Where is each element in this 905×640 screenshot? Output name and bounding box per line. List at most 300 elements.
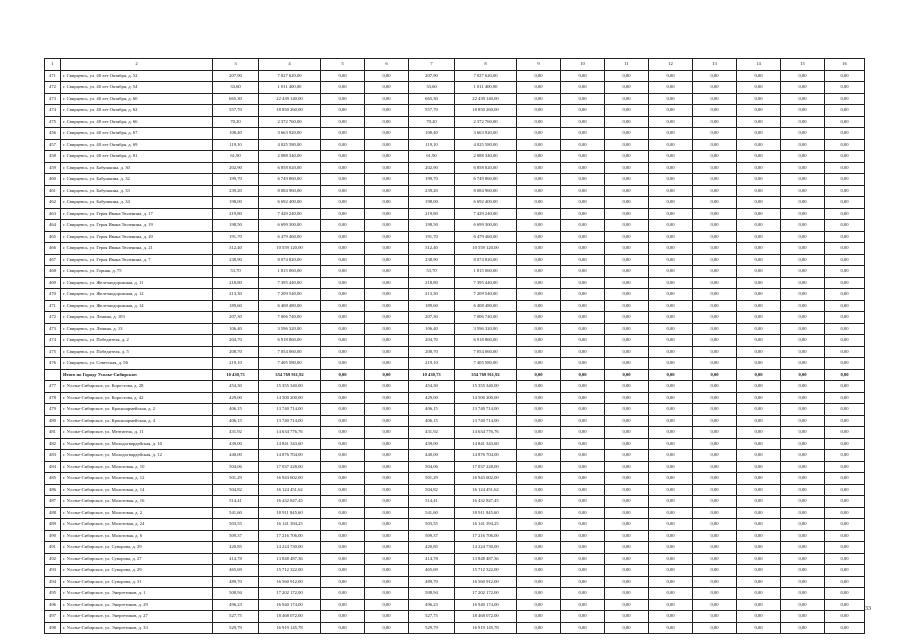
value-cell: 16 943 602,00 xyxy=(259,473,321,485)
value-cell: 0,00 xyxy=(605,82,649,94)
value-cell: 0,00 xyxy=(321,358,365,370)
row-number: 478 xyxy=(45,392,61,404)
value-cell: 0,00 xyxy=(365,611,409,623)
value-cell: 0,00 xyxy=(517,335,561,347)
value-cell: 496,23 xyxy=(409,599,455,611)
header-cell: 3 xyxy=(213,59,259,71)
value-cell: 0,00 xyxy=(781,496,825,508)
value-cell: 0,00 xyxy=(649,530,693,542)
value-cell: 0,00 xyxy=(649,105,693,117)
value-cell: 501,29 xyxy=(409,473,455,485)
table-row xyxy=(45,599,865,611)
value-cell: 0,00 xyxy=(781,243,825,255)
value-cell: 0,00 xyxy=(737,197,781,209)
value-cell: 0,00 xyxy=(605,461,649,473)
value-cell: 0,00 xyxy=(321,70,365,82)
value-cell: 14 841 343,60 xyxy=(259,438,321,450)
value-cell: 213,30 xyxy=(213,289,259,301)
value-cell: 431,92 xyxy=(213,427,259,439)
table-row xyxy=(45,427,865,439)
value-cell: 22 439 140,00 xyxy=(455,93,517,105)
value-cell: 0,00 xyxy=(781,174,825,186)
value-cell: 0,00 xyxy=(321,346,365,358)
value-cell: 0,00 xyxy=(561,496,605,508)
address-cell: г. Свирцевсь, ул. Ленина, д. 13 xyxy=(61,323,213,335)
row-number: 471 xyxy=(45,70,61,82)
value-cell: 6 749 860,00 xyxy=(259,174,321,186)
value-cell: 0,00 xyxy=(649,358,693,370)
value-cell: 0,00 xyxy=(561,220,605,232)
value-cell: 239,20 xyxy=(213,185,259,197)
value-cell: 504,82 xyxy=(213,484,259,496)
value-cell: 0,00 xyxy=(517,450,561,462)
value-cell: 0,00 xyxy=(321,519,365,531)
value-cell: 0,00 xyxy=(781,105,825,117)
value-cell: 14 500 200,00 xyxy=(259,392,321,404)
value-cell: 18 850 260,00 xyxy=(259,105,321,117)
value-cell: 0,00 xyxy=(693,450,737,462)
value-cell: 7 006 740,00 xyxy=(455,312,517,324)
value-cell: 3 663 920,00 xyxy=(259,128,321,140)
value-cell: 0,00 xyxy=(605,335,649,347)
value-cell: 0,00 xyxy=(781,116,825,128)
value-cell: 0,00 xyxy=(781,70,825,82)
row-number: 496 xyxy=(45,599,61,611)
value-cell: 0,00 xyxy=(737,116,781,128)
value-cell: 0,00 xyxy=(561,243,605,255)
table-row xyxy=(45,588,865,600)
header-row xyxy=(45,59,865,71)
table-row xyxy=(45,404,865,416)
value-cell: 108,40 xyxy=(409,128,455,140)
value-cell: 18 468 072,00 xyxy=(259,611,321,623)
value-cell: 202,90 xyxy=(409,162,455,174)
value-cell: 207,30 xyxy=(409,312,455,324)
value-cell: 204,70 xyxy=(409,335,455,347)
row-number: 460 xyxy=(45,174,61,186)
value-cell: 0,00 xyxy=(649,392,693,404)
table-row xyxy=(45,565,865,577)
row-number: 473 xyxy=(45,93,61,105)
value-cell: 0,00 xyxy=(365,93,409,105)
value-cell: 0,00 xyxy=(561,346,605,358)
value-cell: 0,00 xyxy=(781,323,825,335)
value-cell: 0,00 xyxy=(517,427,561,439)
value-cell: 3 596 320,00 xyxy=(455,323,517,335)
value-cell: 0,00 xyxy=(605,588,649,600)
value-cell: 0,00 xyxy=(737,507,781,519)
value-cell: 557,70 xyxy=(409,105,455,117)
value-cell: 0,00 xyxy=(825,519,865,531)
table-row xyxy=(45,519,865,531)
value-cell: 541,60 xyxy=(409,507,455,519)
table-row xyxy=(45,70,865,82)
value-cell: 106,40 xyxy=(213,323,259,335)
value-cell: 0,00 xyxy=(649,174,693,186)
value-cell: 13 740 714,00 xyxy=(259,415,321,427)
value-cell: 0,00 xyxy=(321,507,365,519)
value-cell: 0,00 xyxy=(649,93,693,105)
value-cell: 0,00 xyxy=(781,622,825,634)
value-cell: 0,00 xyxy=(365,507,409,519)
value-cell: 198,00 xyxy=(409,197,455,209)
value-cell: 0,00 xyxy=(365,70,409,82)
value-cell: 0,00 xyxy=(321,289,365,301)
value-cell: 0,00 xyxy=(365,162,409,174)
value-cell: 0,00 xyxy=(321,611,365,623)
address-cell: г. Усолье-Сибирское, ул. Красноармейская, д. 4 xyxy=(61,415,213,427)
table-row xyxy=(45,622,865,634)
value-cell: 0,00 xyxy=(693,427,737,439)
value-cell: 0,00 xyxy=(693,565,737,577)
address-cell: г. Усолье-Сибирское, ул. Молотовая, д. 2 xyxy=(61,507,213,519)
row-number: 483 xyxy=(45,450,61,462)
value-cell: 0,00 xyxy=(561,450,605,462)
value-cell: 0,00 xyxy=(321,82,365,94)
value-cell: 0,00 xyxy=(737,404,781,416)
value-cell: 0,00 xyxy=(737,105,781,117)
value-cell: 16 560 912,00 xyxy=(455,576,517,588)
value-cell: 53,70 xyxy=(213,266,259,278)
value-cell: 0,00 xyxy=(649,484,693,496)
value-cell: 0,00 xyxy=(737,369,781,381)
address-cell: г. Усолье-Сибирское, ул. Энергетиков, д. 33 xyxy=(61,622,213,634)
value-cell: 0,00 xyxy=(365,438,409,450)
table-row xyxy=(45,266,865,278)
address-cell: г. Усолье-Сибирское, ул. Энергетиков, д. 27 xyxy=(61,611,213,623)
row-number: 462 xyxy=(45,197,61,209)
value-cell: 0,00 xyxy=(605,139,649,151)
value-cell: 0,00 xyxy=(605,243,649,255)
value-cell: 14 841 343,60 xyxy=(455,438,517,450)
value-cell: 0,00 xyxy=(365,381,409,393)
value-cell: 17 216 706,00 xyxy=(455,530,517,542)
value-cell: 0,00 xyxy=(605,105,649,117)
value-cell: 0,00 xyxy=(737,473,781,485)
value-cell: 14 634 776,76 xyxy=(455,427,517,439)
value-cell: 0,00 xyxy=(365,450,409,462)
value-cell: 0,00 xyxy=(825,450,865,462)
value-cell: 0,00 xyxy=(825,346,865,358)
header-cell: 9 xyxy=(517,59,561,71)
value-cell: 0,00 xyxy=(825,93,865,105)
address-cell: г. Усолье-Сибирское, ул. Молодогвардейская, д. 10 xyxy=(61,438,213,450)
value-cell: 0,00 xyxy=(561,473,605,485)
value-cell: 0,00 xyxy=(825,323,865,335)
value-cell: 0,00 xyxy=(781,542,825,554)
value-cell: 0,00 xyxy=(737,266,781,278)
value-cell: 0,00 xyxy=(517,622,561,634)
value-cell: 0,00 xyxy=(781,438,825,450)
value-cell: 0,00 xyxy=(365,369,409,381)
value-cell: 0,00 xyxy=(693,519,737,531)
table-row xyxy=(45,450,865,462)
row-number: 457 xyxy=(45,139,61,151)
value-cell: 0,00 xyxy=(561,381,605,393)
value-cell: 0,00 xyxy=(605,70,649,82)
value-cell: 0,00 xyxy=(517,599,561,611)
value-cell: 0,00 xyxy=(365,116,409,128)
value-cell: 0,00 xyxy=(693,484,737,496)
value-cell: 0,00 xyxy=(781,369,825,381)
address-cell: г. Свирцевсь, ул. Героя Ивана Тюленина, д. 17 xyxy=(61,208,213,220)
address-cell: г. Свирцевсь, ул. Ленина, д. 103 xyxy=(61,312,213,324)
value-cell: 0,00 xyxy=(649,415,693,427)
value-cell: 420,85 xyxy=(213,542,259,554)
value-cell: 0,00 xyxy=(737,220,781,232)
value-cell: 0,00 xyxy=(605,300,649,312)
value-cell: 0,00 xyxy=(649,438,693,450)
value-cell: 0,00 xyxy=(321,484,365,496)
value-cell: 219,10 xyxy=(409,358,455,370)
value-cell: 0,00 xyxy=(693,277,737,289)
row-number: 482 xyxy=(45,438,61,450)
value-cell: 529,79 xyxy=(409,622,455,634)
value-cell: 0,00 xyxy=(825,277,865,289)
value-cell: 0,00 xyxy=(737,519,781,531)
value-cell: 0,00 xyxy=(825,599,865,611)
value-cell: 0,00 xyxy=(561,392,605,404)
value-cell: 0,00 xyxy=(693,404,737,416)
value-cell: 238,90 xyxy=(213,254,259,266)
value-cell: 0,00 xyxy=(649,243,693,255)
value-cell: 0,00 xyxy=(561,404,605,416)
value-cell: 0,00 xyxy=(649,197,693,209)
value-cell: 13 740 714,00 xyxy=(455,415,517,427)
row-number: 475 xyxy=(45,116,61,128)
value-cell: 0,00 xyxy=(781,565,825,577)
value-cell: 503,55 xyxy=(213,519,259,531)
value-cell: 0,00 xyxy=(365,542,409,554)
value-cell: 0,00 xyxy=(825,438,865,450)
value-cell: 6 699 300,00 xyxy=(259,220,321,232)
value-cell: 0,00 xyxy=(693,208,737,220)
value-cell: 2 088 340,00 xyxy=(259,151,321,163)
value-cell: 0,00 xyxy=(825,128,865,140)
value-cell: 0,00 xyxy=(517,300,561,312)
value-cell: 0,00 xyxy=(693,496,737,508)
value-cell: 8 074 820,00 xyxy=(259,254,321,266)
value-cell: 0,00 xyxy=(737,611,781,623)
value-cell: 0,00 xyxy=(561,369,605,381)
address-cell: г. Усолье-Сибирское, ул. Суворова, д. 31 xyxy=(61,576,213,588)
value-cell: 0,00 xyxy=(605,128,649,140)
value-cell: 0,00 xyxy=(781,289,825,301)
value-cell: 17 037 228,00 xyxy=(259,461,321,473)
value-cell: 0,00 xyxy=(517,243,561,255)
value-cell: 0,00 xyxy=(649,611,693,623)
value-cell: 0,00 xyxy=(365,461,409,473)
header-cell: 6 xyxy=(365,59,409,71)
address-cell: г. Усолье-Сибирское, ул. Молотовая, д. 12 xyxy=(61,473,213,485)
value-cell: 0,00 xyxy=(781,128,825,140)
value-cell: 0,00 xyxy=(517,346,561,358)
value-cell: 0,00 xyxy=(365,358,409,370)
table-row xyxy=(45,335,865,347)
value-cell: 6 858 020,00 xyxy=(455,162,517,174)
row-number: 456 xyxy=(45,128,61,140)
value-cell: 0,00 xyxy=(605,93,649,105)
value-cell: 527,75 xyxy=(213,611,259,623)
table-row xyxy=(45,611,865,623)
value-cell: 0,00 xyxy=(321,622,365,634)
value-cell: 14 876 704,00 xyxy=(455,450,517,462)
value-cell: 18 850 260,00 xyxy=(455,105,517,117)
value-cell: 0,00 xyxy=(825,427,865,439)
row-number: 469 xyxy=(45,277,61,289)
table-row xyxy=(45,220,865,232)
address-cell: г. Свирцевсь, ул. Победителя, д. 5 xyxy=(61,346,213,358)
value-cell: 0,00 xyxy=(825,139,865,151)
value-cell: 198,00 xyxy=(213,197,259,209)
table-row xyxy=(45,507,865,519)
value-cell: 489,70 xyxy=(213,576,259,588)
value-cell: 503,55 xyxy=(409,519,455,531)
row-number: 474 xyxy=(45,335,61,347)
value-cell: 16 940 174,00 xyxy=(259,599,321,611)
value-cell: 0,00 xyxy=(825,496,865,508)
value-cell: 0,00 xyxy=(561,427,605,439)
value-cell: 0,00 xyxy=(825,185,865,197)
value-cell: 7 027 620,00 xyxy=(455,70,517,82)
value-cell: 429,00 xyxy=(213,392,259,404)
value-cell: 406,15 xyxy=(213,415,259,427)
value-cell: 7 209 540,00 xyxy=(455,289,517,301)
value-cell: 0,00 xyxy=(825,415,865,427)
address-cell: г. Усолье-Сибирское, ул. Красноармейская, д. 2 xyxy=(61,404,213,416)
address-cell: г. Усолье-Сибирское, ул. Мечтатель, д. 11 xyxy=(61,427,213,439)
value-cell: 7 405 580,00 xyxy=(259,358,321,370)
value-cell: 0,00 xyxy=(561,599,605,611)
value-cell: 0,00 xyxy=(365,392,409,404)
value-cell: 0,00 xyxy=(737,553,781,565)
value-cell: 0,00 xyxy=(825,231,865,243)
table-row xyxy=(45,162,865,174)
value-cell: 0,00 xyxy=(365,220,409,232)
value-cell: 0,00 xyxy=(825,553,865,565)
address-cell: г. Усолье-Сибирское, ул. Коростова, д. 28 xyxy=(61,381,213,393)
value-cell: 0,00 xyxy=(693,151,737,163)
value-cell: 0,00 xyxy=(605,231,649,243)
value-cell: 207,90 xyxy=(213,70,259,82)
value-cell: 0,00 xyxy=(517,542,561,554)
value-cell: 0,00 xyxy=(321,231,365,243)
value-cell: 514,41 xyxy=(409,496,455,508)
value-cell: 0,00 xyxy=(649,185,693,197)
address-cell: г. Свирцевсь, ул. 40 лет Октября, д. 60 xyxy=(61,93,213,105)
value-cell: 4 025 580,00 xyxy=(259,139,321,151)
address-cell: г. Свирцевсь, ул. Бабушкина, д. 33 xyxy=(61,185,213,197)
value-cell: 0,00 xyxy=(561,162,605,174)
value-cell: 0,00 xyxy=(649,266,693,278)
value-cell: 0,00 xyxy=(517,93,561,105)
value-cell: 0,00 xyxy=(737,139,781,151)
value-cell: 10 559 120,00 xyxy=(455,243,517,255)
value-cell: 420,85 xyxy=(409,542,455,554)
value-cell: 2 372 760,00 xyxy=(455,116,517,128)
value-cell: 0,00 xyxy=(517,553,561,565)
value-cell: 33,60 xyxy=(409,82,455,94)
value-cell: 0,00 xyxy=(825,392,865,404)
value-cell: 0,00 xyxy=(781,611,825,623)
table-row xyxy=(45,530,865,542)
value-cell: 0,00 xyxy=(693,174,737,186)
value-cell: 0,00 xyxy=(517,358,561,370)
value-cell: 0,00 xyxy=(825,300,865,312)
value-cell: 191,70 xyxy=(213,231,259,243)
address-cell: г. Усолье-Сибирское, ул. Молодогвардейская, д. 12 xyxy=(61,450,213,462)
value-cell: 0,00 xyxy=(321,197,365,209)
value-cell: 541,60 xyxy=(213,507,259,519)
row-number: 472 xyxy=(45,312,61,324)
value-cell: 0,00 xyxy=(561,588,605,600)
value-cell: 0,00 xyxy=(517,588,561,600)
value-cell: 0,00 xyxy=(649,82,693,94)
value-cell: 0,00 xyxy=(737,277,781,289)
value-cell: 0,00 xyxy=(365,231,409,243)
value-cell: 0,00 xyxy=(693,105,737,117)
row-number: 463 xyxy=(45,208,61,220)
value-cell: 0,00 xyxy=(605,266,649,278)
value-cell: 0,00 xyxy=(649,162,693,174)
table-row xyxy=(45,381,865,393)
address-cell: г. Свирцевсь, ул. Железнодорожная, д. 12 xyxy=(61,289,213,301)
address-cell: г. Усолье-Сибирское, ул. Энергетиков, д. 1 xyxy=(61,588,213,600)
value-cell: 0,00 xyxy=(321,599,365,611)
value-cell: 0,00 xyxy=(825,369,865,381)
value-cell: 0,00 xyxy=(605,427,649,439)
address-cell: г. Усолье-Сибирское, ул. Молотовая, д. 14 xyxy=(61,484,213,496)
value-cell: 7 054 060,00 xyxy=(455,346,517,358)
value-cell: 0,00 xyxy=(649,312,693,324)
value-cell: 0,00 xyxy=(605,599,649,611)
register-table xyxy=(44,58,865,634)
table-row xyxy=(45,473,865,485)
value-cell: 0,00 xyxy=(781,553,825,565)
value-cell: 0,00 xyxy=(737,289,781,301)
value-cell: 61,90 xyxy=(213,151,259,163)
value-cell: 0,00 xyxy=(825,208,865,220)
value-cell: 15 712 322,00 xyxy=(455,565,517,577)
value-cell: 0,00 xyxy=(517,116,561,128)
row-number: 493 xyxy=(45,565,61,577)
value-cell: 465,69 xyxy=(409,565,455,577)
value-cell: 0,00 xyxy=(517,415,561,427)
value-cell: 0,00 xyxy=(649,323,693,335)
value-cell: 0,00 xyxy=(605,151,649,163)
value-cell: 0,00 xyxy=(649,565,693,577)
value-cell: 0,00 xyxy=(649,427,693,439)
value-cell: 0,00 xyxy=(737,530,781,542)
value-cell: 0,00 xyxy=(649,507,693,519)
value-cell: 0,00 xyxy=(649,599,693,611)
value-cell: 0,00 xyxy=(561,622,605,634)
header-cell: 12 xyxy=(649,59,693,71)
value-cell: 0,00 xyxy=(693,346,737,358)
value-cell: 0,00 xyxy=(561,266,605,278)
value-cell: 0,00 xyxy=(781,599,825,611)
value-cell: 0,00 xyxy=(561,415,605,427)
value-cell: 0,00 xyxy=(517,323,561,335)
value-cell: 0,00 xyxy=(561,438,605,450)
value-cell: 219,10 xyxy=(213,358,259,370)
address-cell: г. Усолье-Сибирское, ул. Энергетиков, д. 29 xyxy=(61,599,213,611)
value-cell: 0,00 xyxy=(365,197,409,209)
value-cell: 6 699 300,00 xyxy=(455,220,517,232)
value-cell: 0,00 xyxy=(649,381,693,393)
value-cell: 0,00 xyxy=(693,507,737,519)
value-cell: 2 372 760,00 xyxy=(259,116,321,128)
